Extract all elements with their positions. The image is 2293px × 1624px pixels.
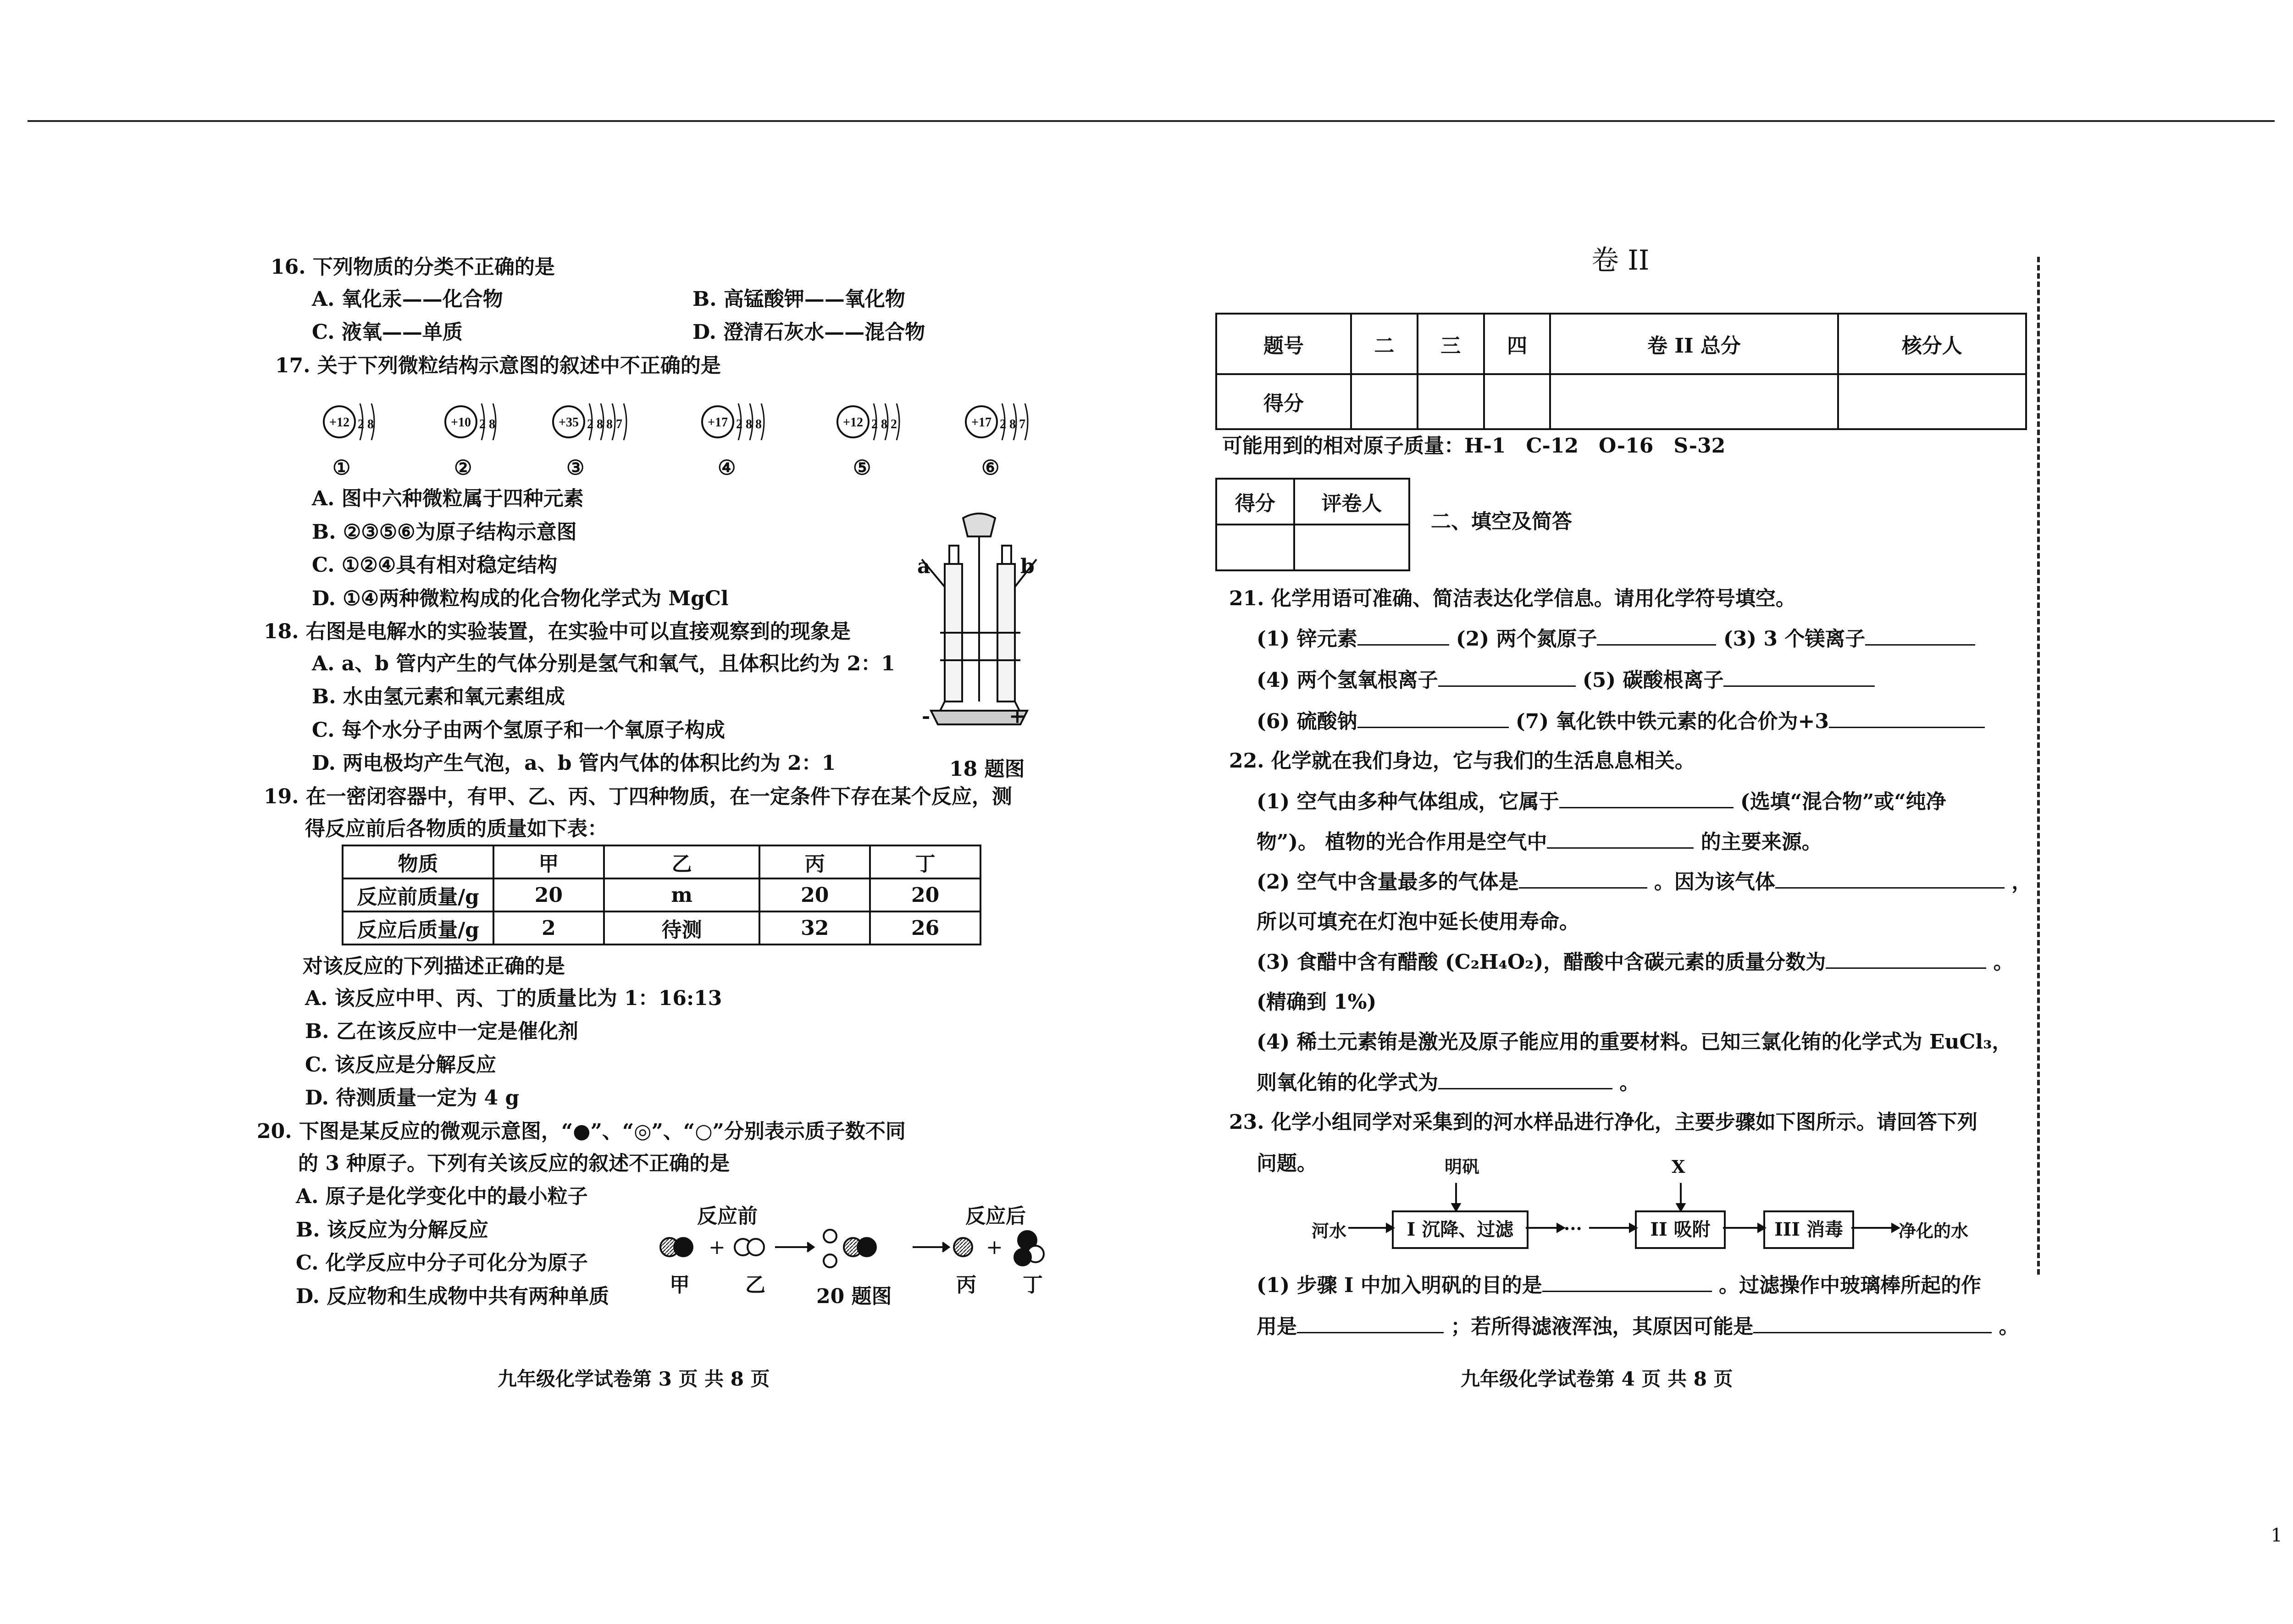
svg-text:⑥: ⑥ [981, 457, 1000, 479]
q16-option-d: D. 澄清石灰水——混合物 [692, 320, 925, 344]
q22-p4-line-1: (4) 稀土元素铕是激光及原子能应用的重要材料。已知三氯化铕的化学式为 EuCl₃， [1257, 1030, 2012, 1054]
q21-stem: 21. 化学用语可准确、简洁表达化学信息。请用化学符号填空。 [1229, 587, 1796, 610]
q19-option-b: B. 乙在该反应中一定是催化剂 [305, 1020, 578, 1043]
plus-electrode: + [1009, 705, 1026, 728]
before-label: 反应前 [697, 1204, 758, 1228]
grader-table [1215, 478, 1410, 571]
particle-4 [702, 403, 764, 479]
q21-line-3: (6) 硫酸钠 (7) 氧化铁中铁元素的化合价为+3 [1257, 708, 1985, 735]
particle-1 [324, 403, 374, 479]
q16-stem: 16. 下列物质的分类不正确的是 [271, 255, 555, 279]
q16-option-a: A. 氧化汞——化合物 [312, 287, 503, 311]
table-row: 反应后质量/g 2 待测 32 26 [343, 911, 980, 945]
q17-stem: 17. 关于下列微粒结构示意图的叙述中不正确的是 [275, 354, 721, 377]
particle-1-num: ① [332, 457, 351, 479]
score-table [1215, 313, 2027, 430]
answer-blank[interactable] [1723, 667, 1875, 687]
answer-blank[interactable] [1357, 626, 1449, 646]
flow-x-label: X [1672, 1156, 1685, 1177]
section-title: 卷 II [1591, 244, 1650, 276]
q19-mass-table [342, 845, 981, 945]
binding-dashed-line [2037, 257, 2040, 1275]
svg-text:2 8 8: 2 8 8 [736, 417, 762, 431]
q18-option-a: A. a、b 管内产生的气体分别是氢气和氧气，且体积比约为 2：1 [312, 652, 895, 675]
svg-text:2 8: 2 8 [479, 417, 495, 431]
answer-blank[interactable] [1519, 869, 1647, 889]
q20-stem-2: 的 3 种原子。下列有关该反应的叙述不正确的是 [298, 1152, 730, 1175]
table-row: 得分 [1216, 374, 2026, 429]
flow-step-3: III 消毒 [1763, 1210, 1854, 1249]
svg-text:2 8 7: 2 8 7 [1000, 417, 1025, 431]
q22-p1-line-1: (1) 空气由多种气体组成，它属于 (选填“混合物”或“纯净 [1257, 789, 1946, 815]
q16-option-c: C. 液氧——单质 [312, 320, 463, 344]
answer-blank[interactable] [1753, 1314, 1992, 1333]
q19-stem-1: 19. 在一密闭容器中，有甲、乙、丙、丁四种物质，在一定条件下存在某个反应，测 [264, 785, 1012, 808]
q22-p2-line-2: 所以可填充在灯泡中延长使用寿命。 [1257, 910, 1579, 934]
answer-blank[interactable] [1542, 1272, 1712, 1292]
answer-blank[interactable] [1438, 1070, 1612, 1089]
particle-1-shells: 2 8 [358, 417, 374, 431]
svg-text:④: ④ [718, 457, 736, 479]
q17-option-a: A. 图中六种微粒属于四种元素 [312, 487, 584, 510]
table-row [1216, 525, 1409, 570]
q22-p4-line-2: 则氧化铕的化学式为 。 [1257, 1070, 1639, 1096]
atomic-mass-note: 可能用到的相对原子质量：H-1 C-12 O-16 S-32 [1222, 434, 1726, 458]
table-row: 得分 评卷人 [1216, 479, 1409, 525]
q22-p2-line-1: (2) 空气中含量最多的气体是 。因为该气体 ， [1257, 869, 2032, 895]
svg-text:+35: +35 [559, 415, 579, 430]
answer-blank[interactable] [1547, 829, 1694, 849]
flow-step-1: I 沉降、过滤 [1392, 1210, 1529, 1249]
svg-text:⑤: ⑤ [853, 457, 871, 479]
q22-p3-line-1: (3) 食醋中含有醋酸 (C₂H₄O₂)，醋酸中含碳元素的质量分数为 。 [1257, 949, 2014, 975]
label-yi: 乙 [745, 1273, 765, 1297]
page-3-footer: 九年级化学试卷第 3 页 共 8 页 [498, 1368, 770, 1390]
q23-stem-1: 23. 化学小组同学对采集到的河水样品进行净化，主要步骤如下图所示。请回答下列 [1229, 1110, 1977, 1134]
answer-blank[interactable] [1775, 869, 2005, 889]
answer-blank[interactable] [1438, 667, 1576, 687]
tube-a-label: a [917, 555, 930, 578]
q20-option-a: A. 原子是化学变化中的最小粒子 [296, 1185, 588, 1208]
q19-option-d: D. 待测质量一定为 4 g [305, 1086, 520, 1110]
table-row: 反应前质量/g 20 m 20 20 [343, 878, 980, 911]
tube-b-label: b [1020, 555, 1035, 578]
svg-text:②: ② [454, 457, 472, 479]
svg-text:+17: +17 [971, 415, 991, 430]
molecule-jia-atom-2 [674, 1238, 692, 1256]
q20-figure-label: 20 题图 [816, 1285, 892, 1308]
q23-p1-line-1: (1) 步骤 I 中加入明矾的目的是 。过滤操作中玻璃棒所起的作 [1257, 1272, 1981, 1298]
svg-text:+12: +12 [843, 415, 863, 430]
q19-lead: 对该反应的下列描述正确的是 [303, 955, 565, 978]
q18-figure-label: 18 题图 [949, 757, 1025, 781]
svg-text:2 8 2: 2 8 2 [871, 417, 897, 431]
q20-option-d: D. 反应物和生成物中共有两种单质 [296, 1285, 609, 1308]
q18-stem: 18. 右图是电解水的实验装置，在实验中可以直接观察到的现象是 [264, 620, 851, 643]
svg-text:+10: +10 [451, 415, 471, 430]
svg-text:③: ③ [566, 457, 585, 479]
table-row: 物质 甲 乙 丙 丁 [343, 845, 980, 878]
svg-text:+: + [986, 1236, 1003, 1259]
svg-text:2 8 8 7: 2 8 8 7 [587, 417, 622, 431]
q21-line-2: (4) 两个氢氧根离子 (5) 碳酸根离子 [1257, 667, 1875, 693]
q22-p3-line-2: (精确到 1%) [1257, 990, 1377, 1014]
flow-arrows [1348, 1174, 1908, 1238]
q19-stem-2: 得反应前后各物质的质量如下表： [305, 817, 608, 840]
q20-option-c: C. 化学反应中分子可化分为原子 [296, 1251, 588, 1275]
answer-blank[interactable] [1297, 1314, 1444, 1333]
svg-text:+17: +17 [708, 415, 728, 430]
q22-p1-line-2: 物”)。 植物的光合作用是空气中 的主要来源。 [1257, 829, 1822, 855]
table-row: 题号 二 三 四 卷 II 总分 核分人 [1216, 314, 2026, 374]
answer-blank[interactable] [1829, 708, 1985, 728]
label-bing: 丙 [956, 1273, 976, 1297]
particle-3 [553, 403, 626, 479]
particle-2 [445, 403, 496, 479]
reaction-diagram [651, 1220, 1064, 1279]
answer-blank[interactable] [1865, 626, 1975, 646]
q21-line-1: (1) 锌元素 (2) 两个氮原子 (3) 3 个镁离子 [1257, 626, 1975, 652]
q23-stem-2: 问题。 [1257, 1152, 1317, 1175]
particle-6 [966, 403, 1028, 479]
q17-option-d: D. ①④两种微粒构成的化合物化学式为 MgCl [312, 587, 729, 610]
q18-option-b: B. 水由氢元素和氧元素组成 [312, 685, 565, 708]
flow-alum-label: 明矾 [1445, 1156, 1480, 1177]
answer-blank[interactable] [1597, 626, 1716, 646]
label-jia: 甲 [670, 1273, 690, 1297]
q19-option-a: A. 该反应中甲、丙、丁的质量比为 1：16:13 [305, 987, 722, 1010]
q17-option-c: C. ①②④具有相对稳定结构 [312, 553, 558, 577]
answer-blank[interactable] [1357, 708, 1509, 728]
q17-option-b: B. ②③⑤⑥为原子结构示意图 [312, 520, 577, 544]
flow-step-2: II 吸附 [1635, 1210, 1726, 1249]
flow-start: 河水 [1312, 1221, 1347, 1241]
q20-stem-1: 20. 下图是某反应的微观示意图，“●”、“◎”、“○”分别表示质子数不同 [257, 1120, 906, 1143]
after-label: 反应后 [965, 1204, 1026, 1228]
section-heading: 二、填空及简答 [1431, 510, 1572, 533]
q16-option-b: B. 高锰酸钾——氧化物 [692, 287, 905, 311]
answer-blank[interactable] [1826, 949, 1986, 969]
corner-page-number: 1 [2271, 1525, 2282, 1546]
q20-option-b: B. 该反应为分解反应 [296, 1218, 488, 1242]
particle-diagrams [312, 390, 1091, 481]
q18-option-c: C. 每个水分子由两个氢原子和一个氧原子构成 [312, 718, 725, 742]
minus-electrode: - [922, 705, 930, 728]
flow-end: 净化的水 [1899, 1221, 1969, 1241]
q22-stem: 22. 化学就在我们身边，它与我们的生活息息相关。 [1229, 749, 1695, 773]
top-rule [28, 120, 2275, 122]
q23-p1-line-2: 用是 ；若所得滤液浑浊，其原因可能是 。 [1257, 1314, 2019, 1340]
label-ding: 丁 [1023, 1273, 1043, 1297]
answer-blank[interactable] [1559, 789, 1734, 808]
particle-5 [837, 403, 899, 479]
svg-text:+: + [709, 1236, 726, 1259]
q19-option-c: C. 该反应是分解反应 [305, 1053, 496, 1077]
flow-dots: ··· [1564, 1218, 1582, 1239]
q18-option-d: D. 两电极均产生气泡，a、b 管内气体的体积比约为 2：1 [312, 751, 836, 775]
particle-1-nucleus: +12 [329, 415, 349, 430]
page-4-footer: 九年级化学试卷第 4 页 共 8 页 [1461, 1368, 1733, 1390]
